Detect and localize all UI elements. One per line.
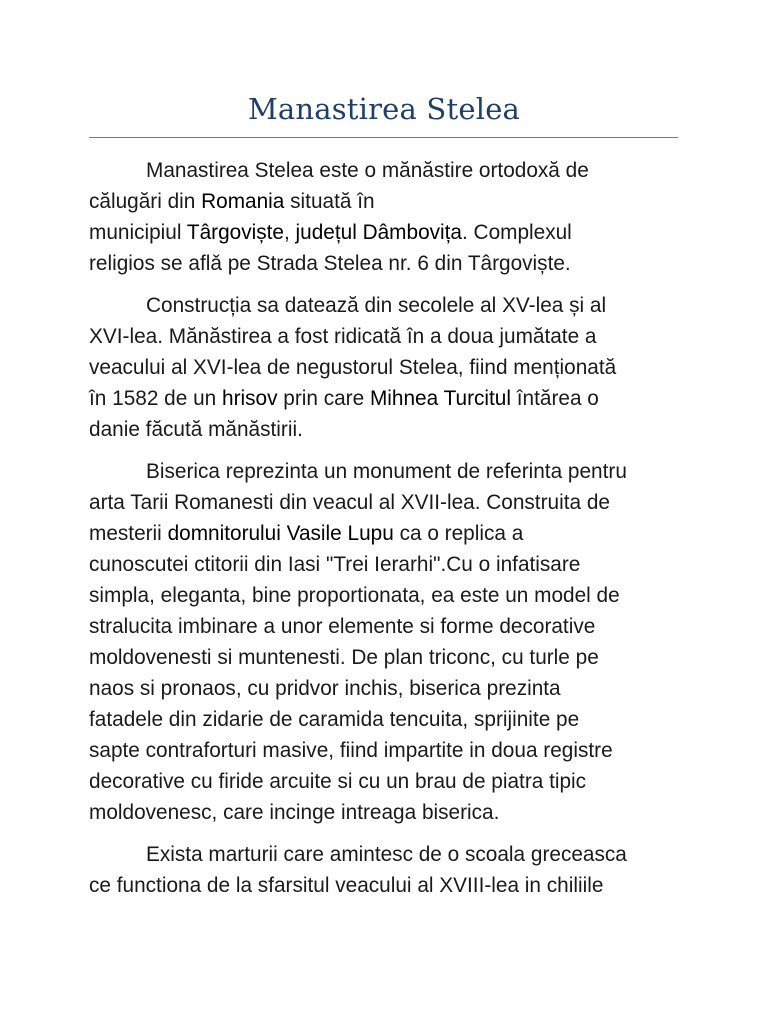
text-segment: sapte contraforturi masive, fiind impartite in doua registre bbox=[89, 739, 613, 762]
text-segment: situată în bbox=[284, 190, 375, 213]
text-segment: în 1582 de un bbox=[89, 387, 222, 410]
text-segment: naos si pronaos, cu pridvor inchis, biserica prezinta bbox=[89, 677, 561, 700]
text-segment: . Complexul bbox=[462, 221, 572, 244]
text-line bbox=[89, 580, 689, 611]
text-segment: XVI-lea. Mănăstirea a fost ridicată în a doua jumătate a bbox=[89, 325, 597, 348]
text-segment: fatadele din zidarie de caramida tencuita, sprijinite pe bbox=[89, 708, 580, 731]
text-segment: veacului al XVI-lea de negustorul Stelea, fiind menționată bbox=[89, 356, 617, 379]
inline-link[interactable]: domnitorului Vasile Lupu bbox=[167, 522, 394, 545]
text-segment: întărea o bbox=[511, 387, 599, 410]
title-divider bbox=[89, 137, 678, 138]
text-line bbox=[89, 611, 689, 642]
text-line bbox=[89, 797, 689, 828]
text-line bbox=[89, 321, 689, 352]
text-line bbox=[89, 217, 689, 248]
inline-link[interactable]: județul Dâmbovița bbox=[295, 221, 462, 244]
inline-link[interactable]: Târgoviște bbox=[186, 221, 284, 244]
text-line bbox=[89, 704, 689, 735]
text-segment: mesterii bbox=[89, 522, 168, 545]
text-line bbox=[89, 155, 689, 186]
text-segment: cunoscutei ctitorii din Iasi "Trei Ierarhi".Cu o infatisare bbox=[89, 553, 581, 576]
text-line bbox=[89, 248, 689, 279]
text-line bbox=[89, 290, 689, 321]
text-segment: Construcția sa datează din secolele al XV-lea și al bbox=[146, 294, 607, 317]
text-line bbox=[89, 735, 689, 766]
text-segment: ce functiona de la sfarsitul veacului al XVIII-lea in chiliile bbox=[89, 874, 604, 897]
paragraph bbox=[89, 456, 689, 828]
paragraph bbox=[89, 290, 689, 445]
text-segment: , bbox=[283, 221, 296, 244]
paragraph bbox=[89, 839, 689, 901]
text-line bbox=[89, 549, 689, 580]
text-line bbox=[89, 487, 689, 518]
text-line bbox=[89, 642, 689, 673]
inline-link[interactable]: Mihnea Turcitul bbox=[369, 387, 511, 410]
text-segment: decorative cu firide arcuite si cu un brau de piatra tipic bbox=[89, 770, 587, 793]
text-segment: simpla, eleganta, bine proportionata, ea este un model de bbox=[89, 584, 620, 607]
text-segment: moldovenesc, care incinge intreaga biserica. bbox=[89, 801, 500, 824]
text-segment: călugări din bbox=[89, 190, 202, 213]
text-line bbox=[89, 870, 689, 901]
text-segment: Exista marturii care amintesc de o scoala greceasca bbox=[146, 843, 627, 866]
inline-link[interactable]: Romania bbox=[201, 190, 285, 213]
text-line bbox=[89, 414, 689, 445]
text-line bbox=[89, 186, 689, 217]
text-segment: moldovenesti si muntenesti. De plan triconc, cu turle pe bbox=[89, 646, 599, 669]
text-line bbox=[89, 518, 689, 549]
text-line bbox=[89, 839, 689, 870]
paragraph bbox=[89, 155, 689, 279]
text-segment: arta Tarii Romanesti din veacul al XVII-lea. Construita de bbox=[89, 491, 610, 514]
document-body bbox=[89, 155, 689, 912]
inline-link[interactable]: hrisov bbox=[222, 387, 278, 410]
text-line bbox=[89, 456, 689, 487]
text-line bbox=[89, 766, 689, 797]
text-segment: prin care bbox=[277, 387, 370, 410]
text-segment: Manastirea Stelea este o mănăstire ortodoxă de bbox=[146, 159, 589, 182]
text-segment: stralucita imbinare a unor elemente si forme decorative bbox=[89, 615, 596, 638]
text-segment: ca o replica a bbox=[393, 522, 524, 545]
document-title: Manastirea Stelea bbox=[247, 92, 521, 126]
text-line bbox=[89, 383, 689, 414]
text-segment: municipiul bbox=[89, 221, 187, 244]
text-segment: Biserica reprezinta un monument de referinta pentru bbox=[146, 460, 627, 483]
text-line bbox=[89, 352, 689, 383]
text-line bbox=[89, 673, 689, 704]
text-segment: religios se aflǎ pe Strada Stelea nr. 6 din Târgoviște. bbox=[89, 252, 571, 275]
text-segment: danie făcută mănăstirii. bbox=[89, 418, 303, 441]
